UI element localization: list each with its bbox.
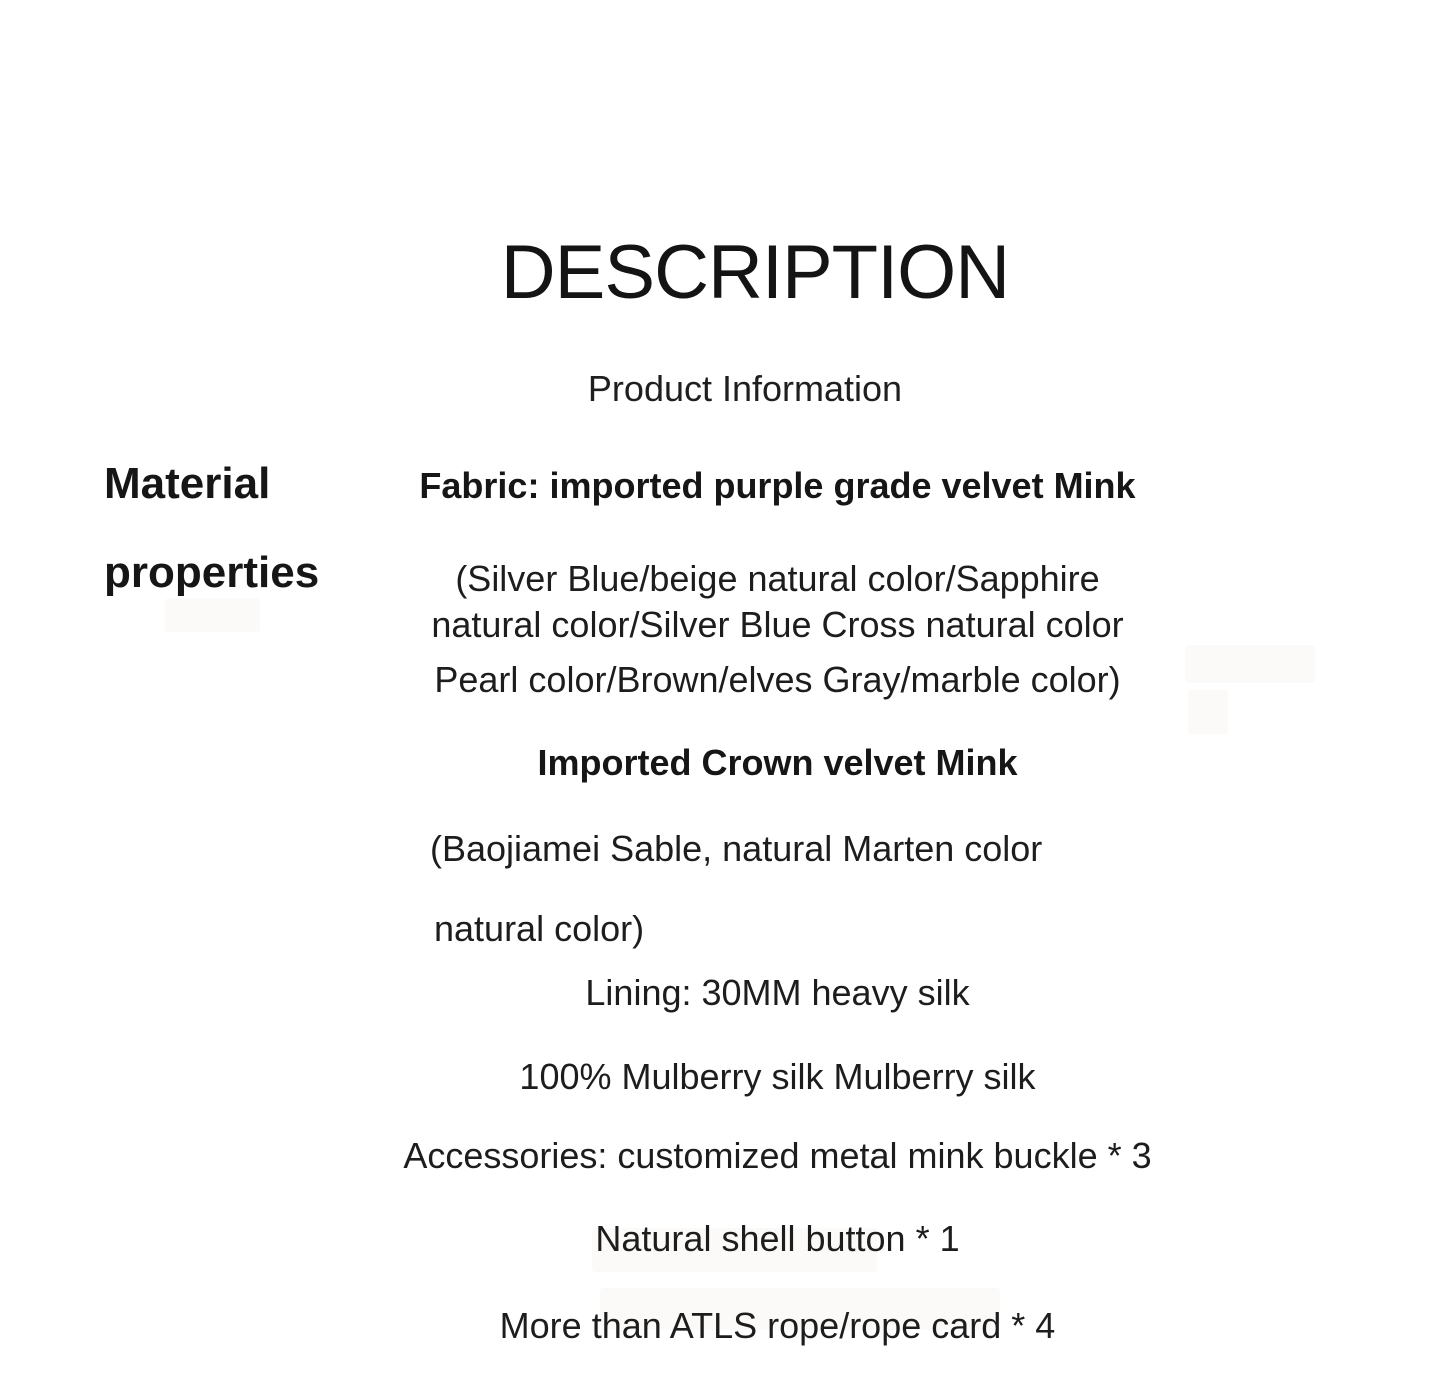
fabric-colors-line-2: natural color/Silver Blue Cross natural color [431, 604, 1124, 645]
crown-mink-colors-line-1: (Baojiamei Sable, natural Marten color [430, 828, 1043, 869]
material-properties-label-line-1: Material [104, 459, 271, 508]
atls-rope-line: More than ATLS rope/rope card * 4 [499, 1305, 1056, 1346]
fabric-colors-line-3: Pearl color/Brown/elves Gray/marble color) [434, 659, 1121, 700]
crown-mink-colors-line-2: natural color) [434, 908, 645, 949]
shell-button-line: Natural shell button * 1 [595, 1218, 960, 1259]
lining-line: Lining: 30MM heavy silk [585, 972, 970, 1013]
material-properties-label-line-2: properties [104, 548, 320, 597]
fabric-line: Fabric: imported purple grade velvet Mink [419, 465, 1136, 506]
page-title: DESCRIPTION [500, 230, 1010, 315]
fabric-colors-line-1: (Silver Blue/beige natural color/Sapphire [455, 558, 1100, 599]
page-subtitle: Product Information [587, 368, 903, 409]
accessories-line: Accessories: customized metal mink buckle * 3 [403, 1135, 1152, 1176]
imported-crown-velvet-mink-line: Imported Crown velvet Mink [537, 742, 1018, 783]
mulberry-silk-line: 100% Mulberry silk Mulberry silk [519, 1056, 1036, 1097]
